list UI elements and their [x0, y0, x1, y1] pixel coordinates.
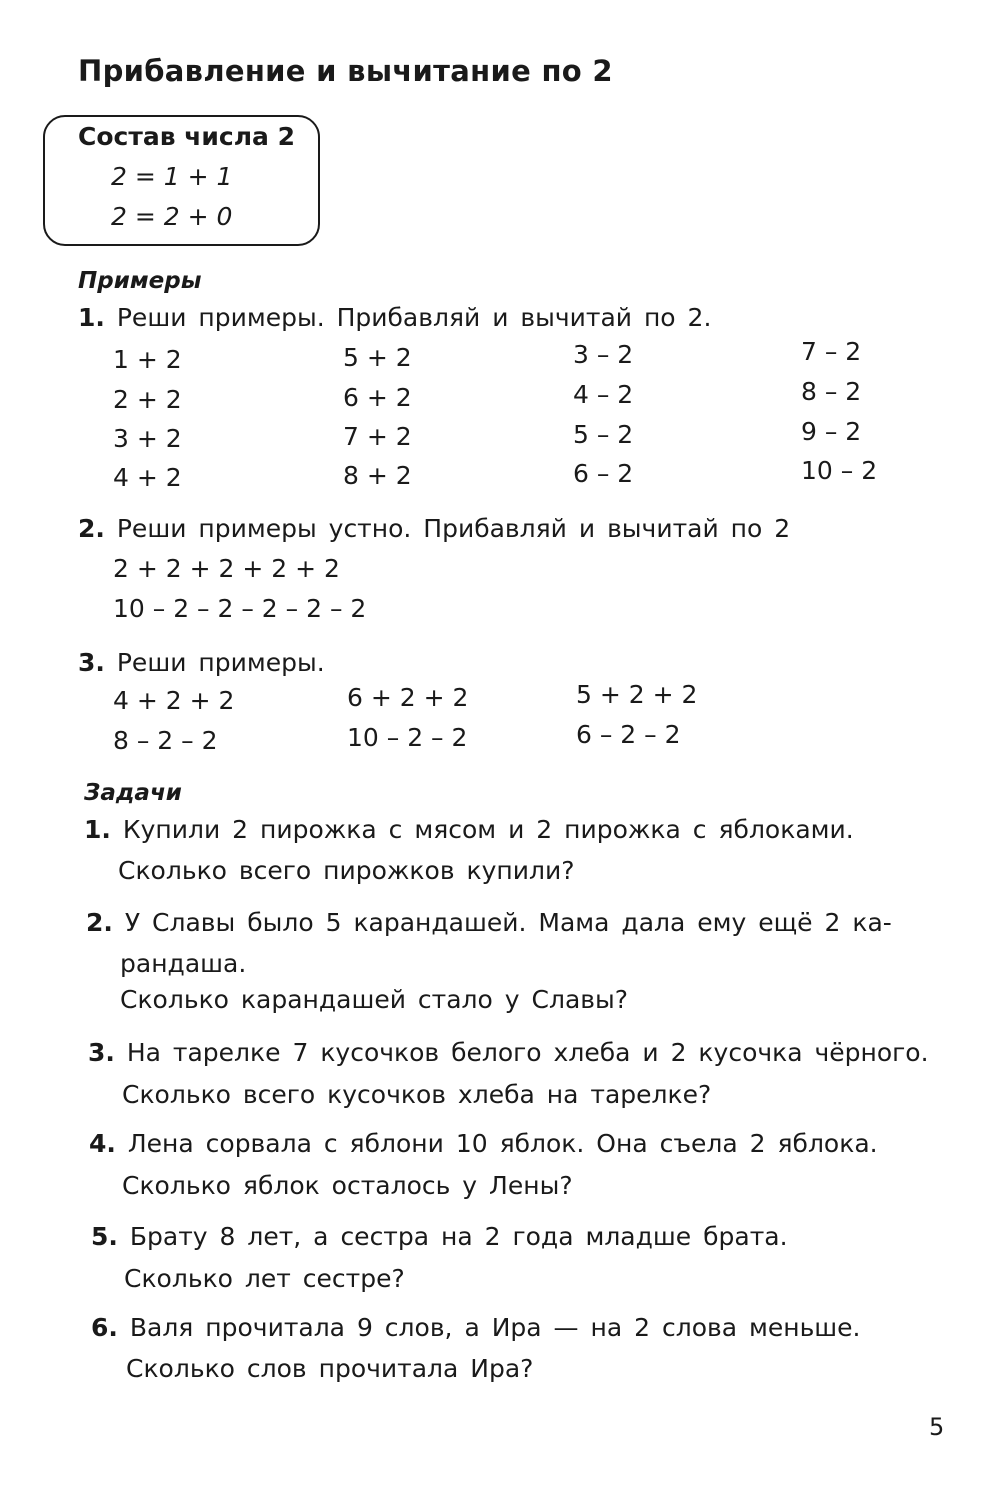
examples-task-2 [78, 514, 790, 543]
problem-line: Лена сорвала с яблони 10 яблок. Она съела 2 яблока. [127, 1129, 878, 1158]
problem-line: Сколько яблок осталось у Лены? [122, 1171, 573, 1200]
problem-line: Купили 2 пирожка с мясом и 2 пирожка с яблоками. [122, 815, 854, 844]
expression: 5 + 2 [343, 343, 412, 372]
task-text: Реши примеры устно. Прибавляй и вычитай по 2 [116, 514, 791, 543]
task-number: 3. [78, 648, 105, 677]
expression: 6 – 2 [573, 459, 634, 488]
expression: 5 – 2 [573, 420, 634, 449]
problems-heading: Задачи [84, 780, 182, 806]
task-number: 2. [86, 908, 113, 937]
expression: 7 – 2 [801, 337, 862, 366]
problem-line: Валя прочитала 9 слов, а Ира — на 2 слова меньше. [129, 1313, 861, 1342]
expression: 8 – 2 – 2 [113, 726, 218, 755]
page-number: 5 [929, 1413, 945, 1441]
composition-equation: 2 = 2 + 0 [111, 202, 233, 231]
problem-1 [84, 815, 854, 844]
expression: 6 – 2 – 2 [576, 720, 681, 749]
expression: 3 – 2 [573, 340, 634, 369]
task-number: 5. [91, 1222, 118, 1251]
expression: 6 + 2 + 2 [347, 683, 469, 712]
expression: 8 + 2 [343, 461, 412, 490]
problem-line: Сколько всего кусочков хлеба на тарелке? [122, 1080, 712, 1109]
problem-5 [91, 1222, 788, 1251]
task-text: Реши примеры. [116, 648, 325, 677]
problem-4 [89, 1129, 878, 1158]
expression: 8 – 2 [801, 377, 862, 406]
problem-2 [86, 908, 892, 937]
problem-line: Сколько слов прочитала Ира? [126, 1354, 534, 1383]
expression: 7 + 2 [343, 422, 412, 451]
examples-heading: Примеры [78, 268, 202, 294]
problem-3 [88, 1038, 929, 1067]
expression: 6 + 2 [343, 383, 412, 412]
task-number: 6. [91, 1313, 118, 1342]
problem-line: На тарелке 7 кусочков белого хлеба и 2 кусочка чёрного. [126, 1038, 929, 1067]
task-number: 3. [88, 1038, 115, 1067]
task-text: Реши примеры. Прибавляй и вычитай по 2. [116, 303, 712, 332]
expression: 1 + 2 [113, 345, 182, 374]
problem-line: Сколько всего пирожков купили? [118, 856, 575, 885]
expression: 10 – 2 – 2 – 2 – 2 – 2 [113, 594, 367, 623]
problem-line: Брату 8 лет, а сестра на 2 года младше брата. [129, 1222, 788, 1251]
expression: 2 + 2 + 2 + 2 + 2 [113, 554, 340, 583]
task-number: 4. [89, 1129, 116, 1158]
task-number: 2. [78, 514, 105, 543]
task-number: 1. [84, 815, 111, 844]
problem-line: У Славы было 5 карандашей. Мама дала ему ещё 2 ка- [124, 908, 892, 937]
expression: 5 + 2 + 2 [576, 680, 698, 709]
expression: 10 – 2 – 2 [347, 723, 468, 752]
problem-line: Сколько карандашей стало у Славы? [120, 985, 629, 1014]
expression: 4 + 2 + 2 [113, 686, 235, 715]
expression: 2 + 2 [113, 385, 182, 414]
page-title: Прибавление и вычитание по 2 [78, 54, 613, 88]
expression: 10 – 2 [801, 456, 878, 485]
expression: 3 + 2 [113, 424, 182, 453]
problem-line: рандаша. [120, 949, 247, 978]
composition-title: Состав числа 2 [78, 122, 296, 151]
expression: 9 – 2 [801, 417, 862, 446]
problem-6 [91, 1313, 861, 1342]
composition-equation: 2 = 1 + 1 [111, 162, 233, 191]
expression: 4 + 2 [113, 463, 182, 492]
task-number: 1. [78, 303, 105, 332]
expression: 4 – 2 [573, 380, 634, 409]
examples-task-1 [78, 303, 711, 332]
problem-line: Сколько лет сестре? [124, 1264, 405, 1293]
examples-task-3 [78, 648, 325, 677]
